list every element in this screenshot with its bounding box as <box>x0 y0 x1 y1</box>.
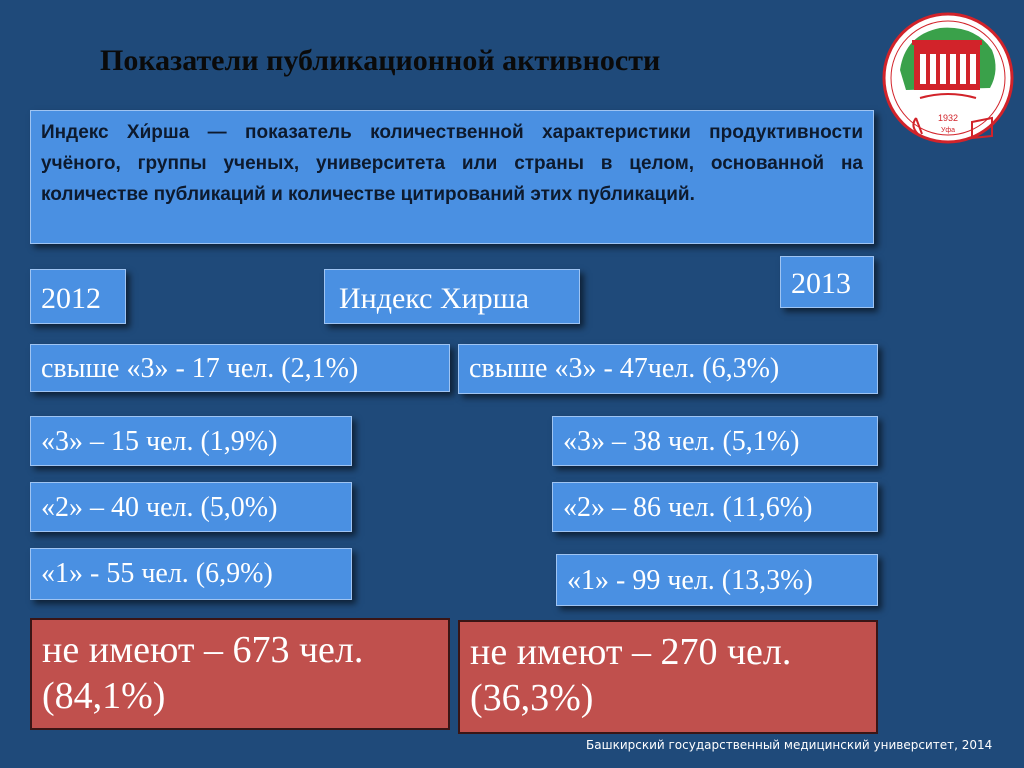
page-title: Показатели публикационной активности <box>100 44 661 77</box>
row-2012-h2: «2» – 40 чел. (5,0%) <box>30 482 352 532</box>
hirsch-index-heading: Индекс Хирша <box>324 269 580 324</box>
logo-city: Уфа <box>940 127 956 134</box>
hirsch-index-definition: Индекс Хи́рша — показатель количественной характеристики продуктивности учёного, группы ученых, университета или страны в целом, основанной на количестве публикаций и количестве цитирований этих публикаций. <box>30 110 874 244</box>
university-logo <box>880 10 1016 146</box>
year-2012-label: 2012 <box>30 269 126 324</box>
row-2012-above-3: свыше «3» - 17 чел. (2,1%) <box>30 344 450 392</box>
row-2013-h3: «3» – 38 чел. (5,1%) <box>552 416 878 466</box>
row-2013-h2: «2» – 86 чел. (11,6%) <box>552 482 878 532</box>
none-2013-box: не имеют – 270 чел. (36,3%) <box>458 620 878 734</box>
logo-year: 1932 <box>937 113 959 123</box>
row-2012-h3: «3» – 15 чел. (1,9%) <box>30 416 352 466</box>
year-2013-label: 2013 <box>780 256 874 308</box>
footer-caption: Башкирский государственный медицинский университет, 2014 <box>586 738 993 752</box>
row-2013-above-3: свыше «3» - 47чел. (6,3%) <box>458 344 878 394</box>
row-2012-h1: «1» - 55 чел. (6,9%) <box>30 548 352 600</box>
none-2012-box: не имеют – 673 чел. (84,1%) <box>30 618 450 730</box>
row-2013-h1: «1» - 99 чел. (13,3%) <box>556 554 878 606</box>
